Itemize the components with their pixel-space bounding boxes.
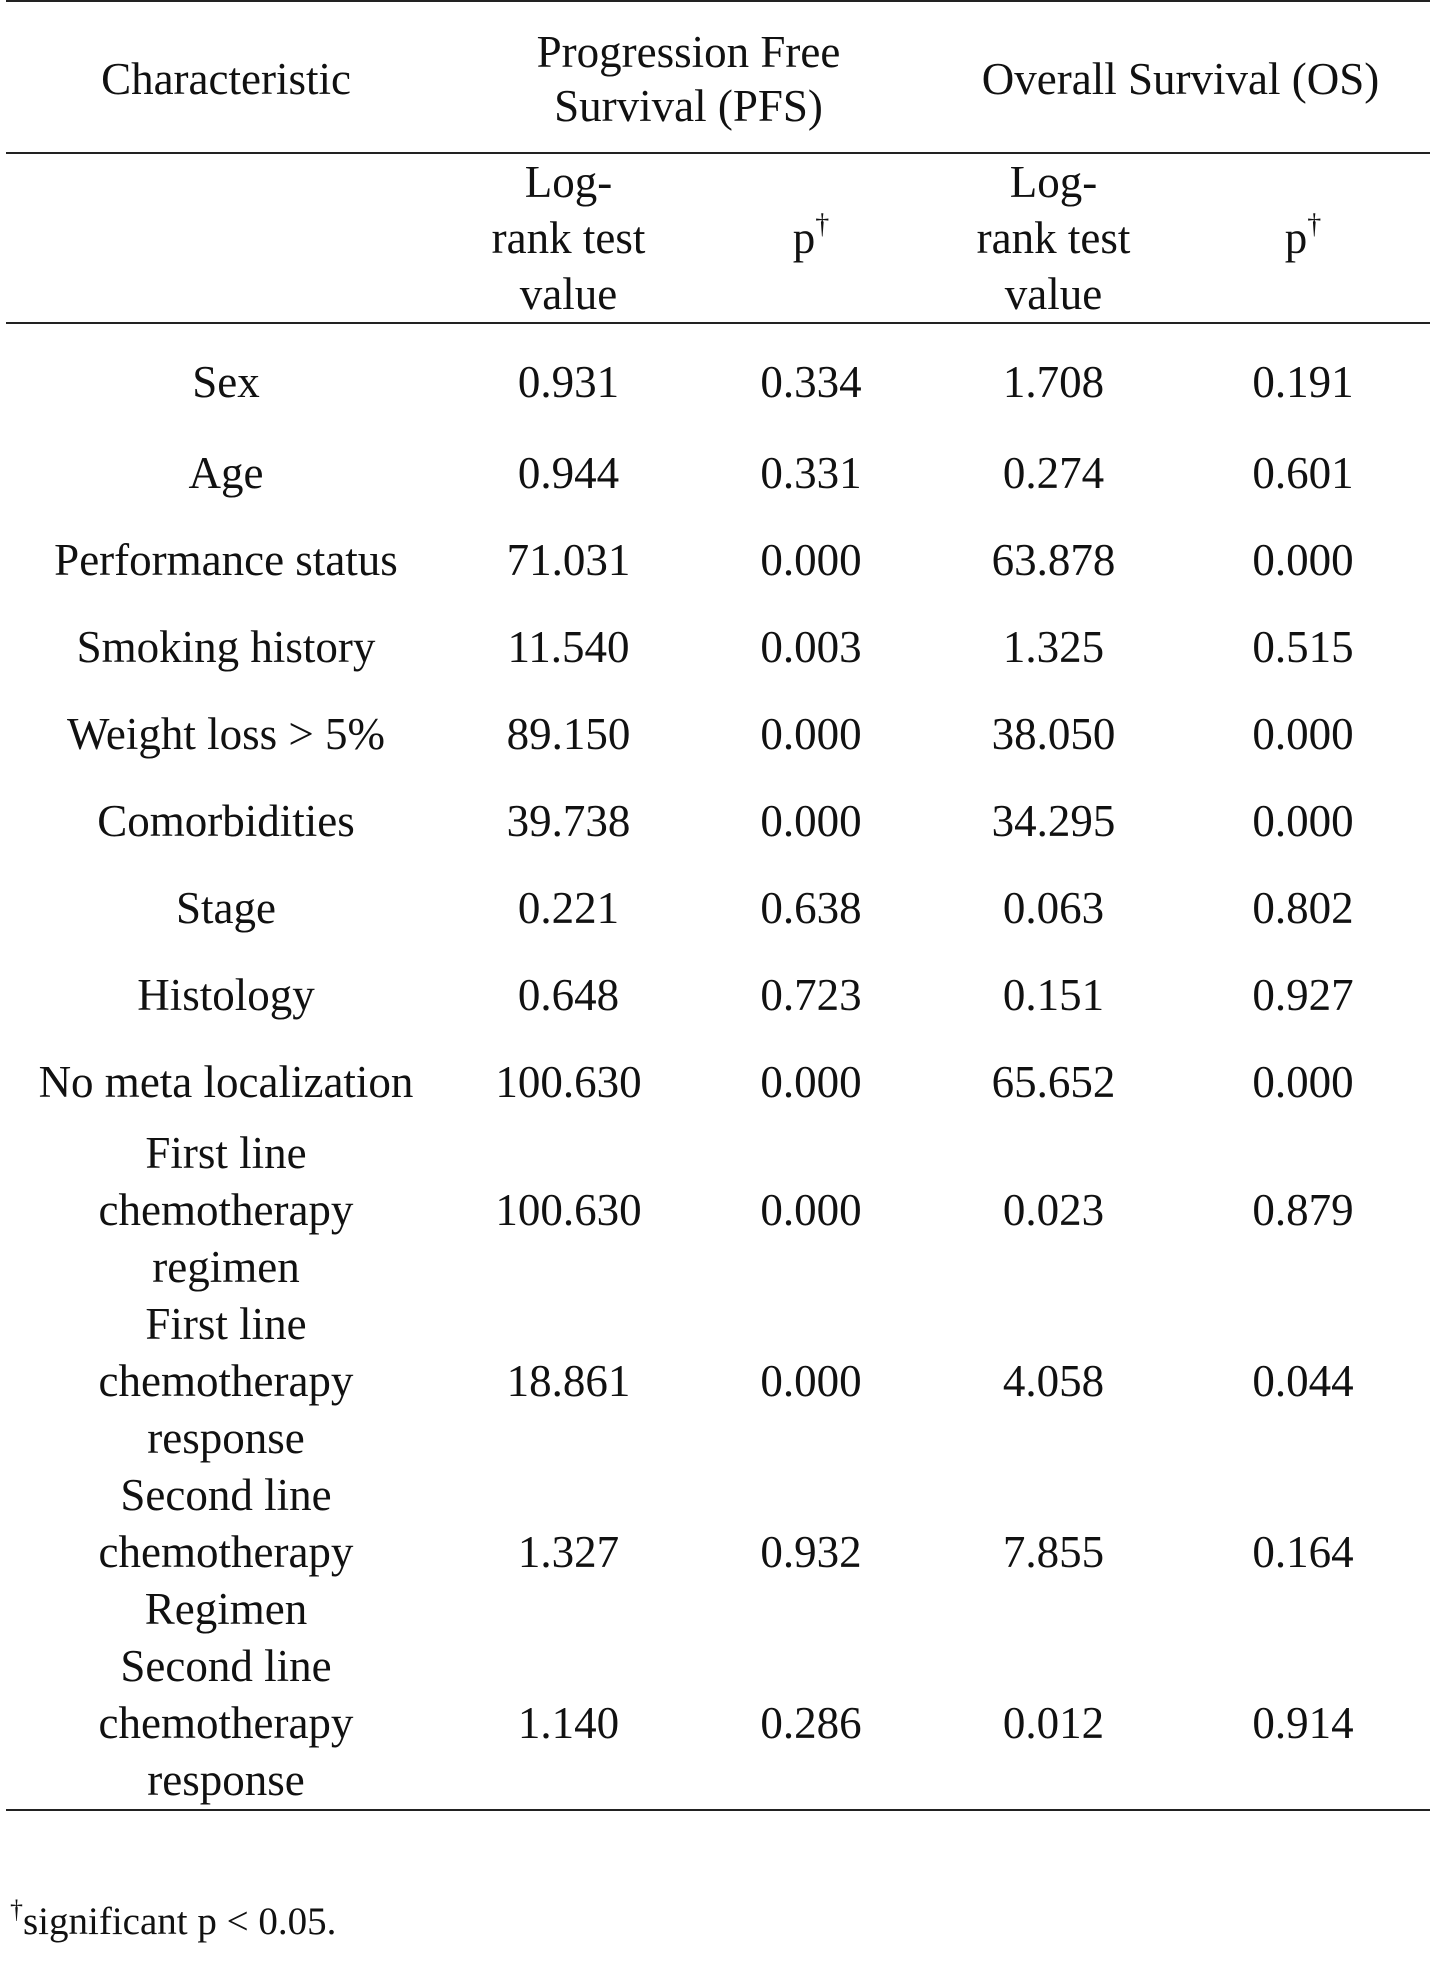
- cell-pfs-logrank: 0.944: [517, 447, 620, 498]
- cell-os-p: 0.879: [1252, 1185, 1354, 1235]
- cell-pfs-p: 0.003: [760, 621, 862, 672]
- cell-os-logrank: 1.325: [1002, 621, 1105, 672]
- cell-os-logrank: 0.063: [1002, 882, 1105, 933]
- table-row: [6, 690, 1430, 777]
- cell-os-p: 0.191: [1252, 356, 1354, 407]
- cell-characteristic: Comorbidities: [97, 795, 355, 846]
- header-logrank-os: Log-rank test value: [931, 153, 1176, 323]
- cell-characteristic: Smoking history: [76, 621, 376, 672]
- cell-os-logrank: 34.295: [991, 795, 1116, 846]
- cell-os-logrank: 1.708: [1002, 356, 1105, 407]
- cell-pfs-p: 0.000: [760, 534, 862, 585]
- cell-pfs-p: 0.000: [760, 1056, 862, 1107]
- table-row: [6, 1467, 1430, 1638]
- cell-pfs-logrank: 89.150: [506, 708, 631, 759]
- cell-characteristic: Second line chemotherapy Regimen: [98, 1470, 354, 1634]
- table-row: [6, 1296, 1430, 1467]
- dagger-mark: †: [1307, 209, 1322, 240]
- cell-pfs-p: 0.334: [760, 356, 862, 407]
- table-row: [6, 516, 1430, 603]
- header-row-measures: [6, 153, 1430, 323]
- footnote-dagger: †: [10, 1895, 23, 1924]
- cell-os-logrank: 38.050: [991, 708, 1116, 759]
- table-row: [6, 864, 1430, 951]
- cell-os-logrank: 0.274: [1002, 447, 1105, 498]
- table-row: [6, 603, 1430, 690]
- header-empty: [6, 153, 446, 323]
- cell-pfs-logrank: 11.540: [507, 621, 630, 672]
- cell-pfs-logrank: 71.031: [506, 534, 631, 585]
- cell-characteristic: Sex: [192, 356, 260, 407]
- cell-os-logrank: 0.012: [931, 1638, 1176, 1810]
- cell-os-logrank: 4.058: [1002, 1356, 1105, 1406]
- footnote: [10, 1895, 337, 1946]
- table-row: [6, 777, 1430, 864]
- table-row: [6, 323, 1430, 429]
- cell-pfs-p: 0.638: [760, 882, 862, 933]
- cell-pfs-p: 0.723: [760, 969, 862, 1020]
- cell-os-p: 0.000: [1252, 795, 1354, 846]
- cell-characteristic: No meta localization: [38, 1056, 414, 1107]
- header-p-os: [1176, 153, 1430, 323]
- cell-os-p: 0.164: [1252, 1527, 1354, 1577]
- p-label: p: [1284, 213, 1308, 263]
- cell-os-p: 0.000: [1252, 534, 1354, 585]
- cell-characteristic: Weight loss > 5%: [67, 708, 385, 759]
- header-row-groups: [6, 1, 1430, 153]
- cell-characteristic: First line chemotherapy regimen: [98, 1128, 354, 1292]
- cell-os-logrank: 65.652: [991, 1056, 1116, 1107]
- cell-pfs-p: 0.000: [760, 1185, 862, 1235]
- cell-os-p: 0.601: [1252, 447, 1354, 498]
- header-logrank-pfs: Log-rank test value: [446, 153, 691, 323]
- cell-characteristic: First line chemotherapy response: [98, 1299, 354, 1463]
- table-row: [6, 1038, 1430, 1125]
- header-pfs: Progression Free Survival (PFS): [446, 1, 931, 153]
- cell-os-p: 0.802: [1252, 882, 1354, 933]
- cell-pfs-logrank: 39.738: [506, 795, 631, 846]
- cell-pfs-p: 0.000: [760, 795, 862, 846]
- cell-pfs-logrank: 0.648: [517, 969, 620, 1020]
- cell-pfs-p: 0.000: [760, 708, 862, 759]
- cell-os-p: 0.515: [1252, 621, 1354, 672]
- cell-os-logrank: 7.855: [1002, 1527, 1105, 1577]
- cell-pfs-p: 0.000: [760, 1356, 862, 1406]
- cell-pfs-logrank: 18.861: [506, 1356, 631, 1406]
- survival-analysis-table: [6, 0, 1430, 1811]
- cell-pfs-logrank: 100.630: [495, 1056, 642, 1107]
- table-row: [6, 1638, 1430, 1810]
- cell-os-p: 0.000: [1252, 708, 1354, 759]
- cell-characteristic: Age: [188, 447, 264, 498]
- cell-os-p: 0.914: [1176, 1638, 1430, 1810]
- cell-characteristic: Stage: [176, 882, 276, 933]
- cell-characteristic: Performance status: [54, 534, 398, 585]
- table-row: [6, 1125, 1430, 1296]
- cell-os-logrank: 0.023: [1002, 1185, 1105, 1235]
- table-body: [6, 323, 1430, 1810]
- header-os: Overall Survival (OS): [931, 1, 1430, 153]
- cell-os-p: 0.000: [1252, 1056, 1354, 1107]
- table-row: [6, 951, 1430, 1038]
- cell-os-p: 0.044: [1252, 1356, 1354, 1406]
- cell-pfs-logrank: 100.630: [495, 1185, 642, 1235]
- header-p-pfs: [691, 153, 931, 323]
- header-characteristic: Characteristic: [6, 1, 446, 153]
- table-row: [6, 429, 1430, 516]
- cell-pfs-logrank: 1.327: [517, 1527, 620, 1577]
- p-label: p: [792, 213, 816, 263]
- footnote-text: significant p < 0.05.: [23, 1900, 337, 1943]
- cell-pfs-logrank: 0.221: [517, 882, 620, 933]
- cell-pfs-logrank: 0.931: [517, 356, 620, 407]
- cell-pfs-logrank: 1.140: [446, 1638, 691, 1810]
- cell-os-logrank: 63.878: [991, 534, 1116, 585]
- cell-characteristic: Histology: [137, 969, 315, 1020]
- cell-pfs-p: 0.286: [691, 1638, 931, 1810]
- cell-pfs-p: 0.331: [760, 447, 862, 498]
- cell-os-logrank: 0.151: [1002, 969, 1105, 1020]
- cell-pfs-p: 0.932: [760, 1527, 862, 1577]
- cell-os-p: 0.927: [1252, 969, 1354, 1020]
- cell-characteristic: Second line chemotherapy response: [6, 1638, 446, 1810]
- dagger-mark: †: [815, 209, 830, 240]
